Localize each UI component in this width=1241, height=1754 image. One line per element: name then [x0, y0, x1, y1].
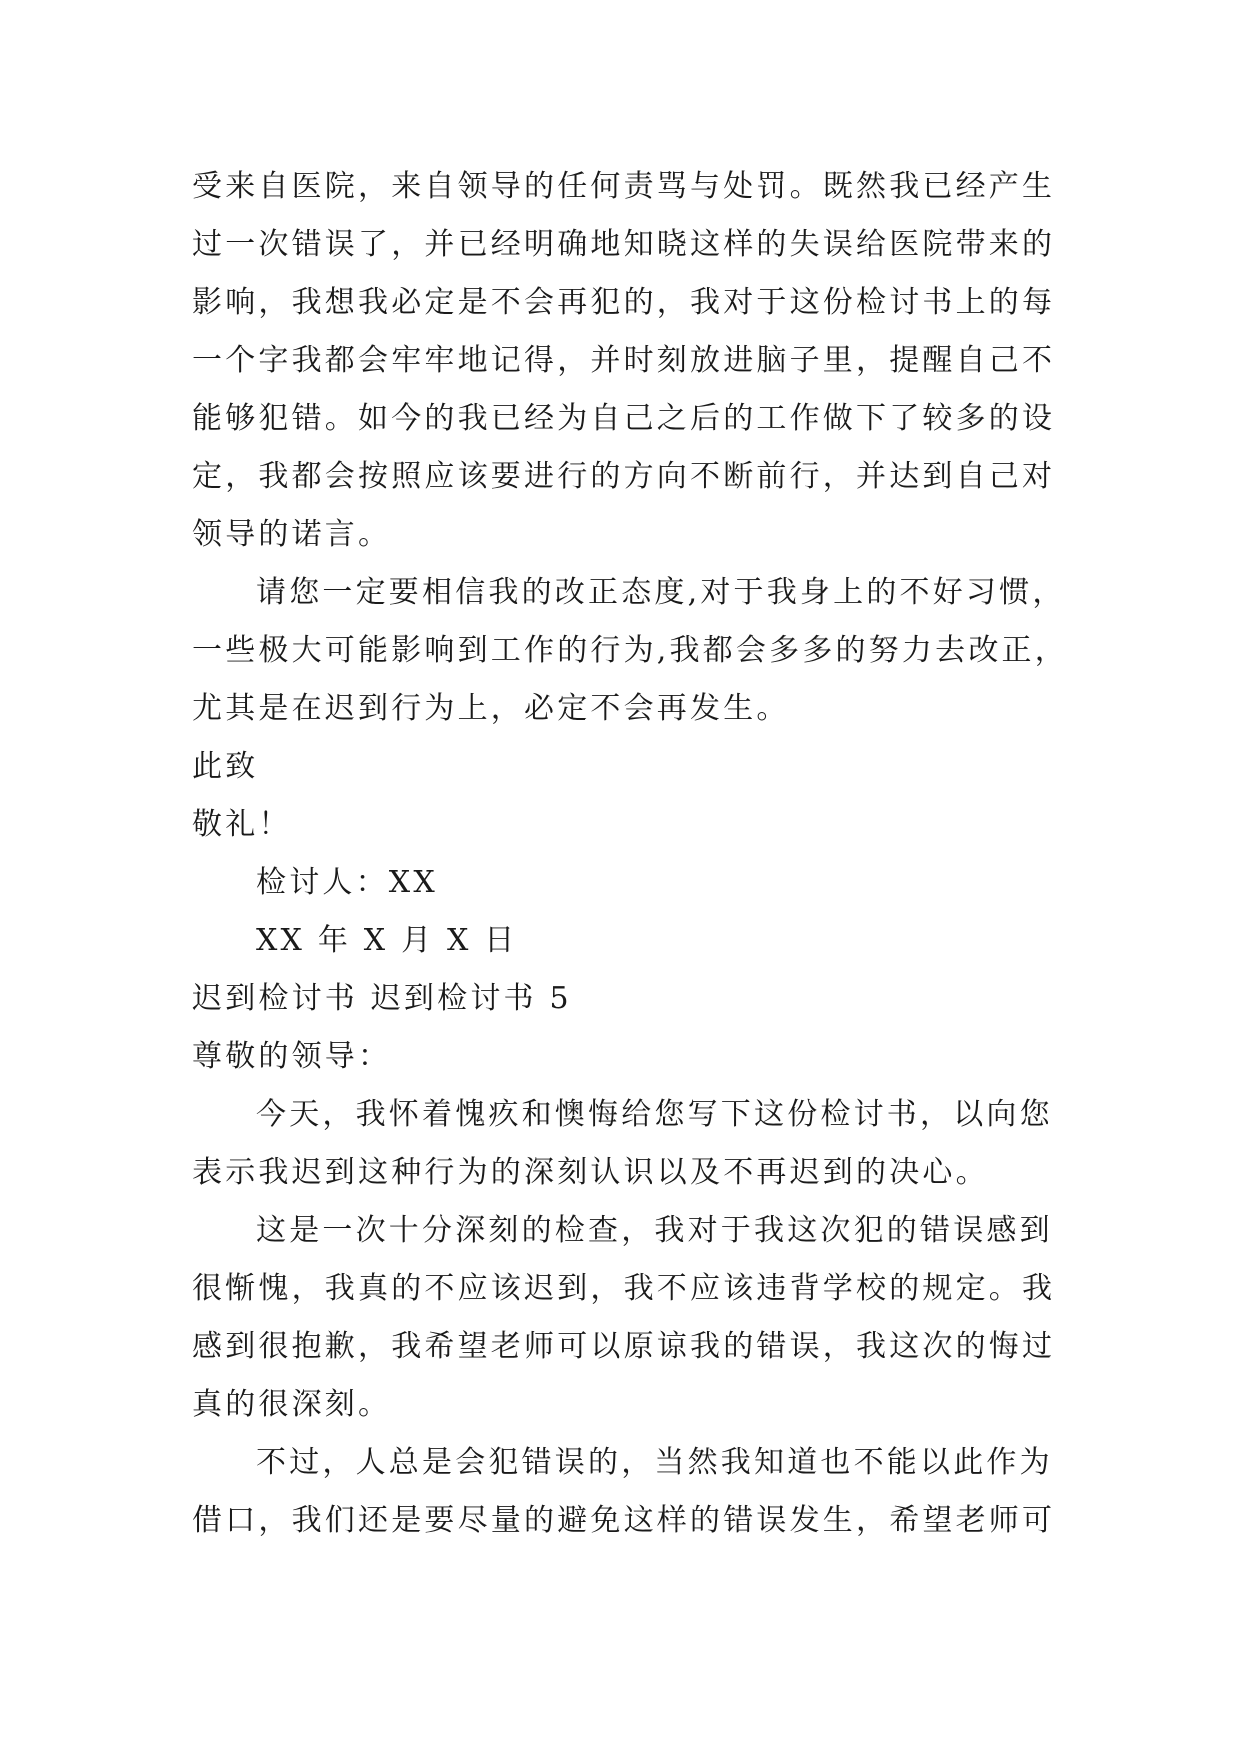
paragraph-first-line: 不过，人总是会犯错误的，当然我知道也不能以此作为 — [256, 1445, 1053, 1480]
text-line: 受来自医院，来自领导的任何责骂与处罚。既然我已经产生 — [192, 169, 1056, 204]
text-line: 尤其是在迟到行为上，必定不会再发生。 — [192, 691, 790, 726]
section-title: 迟到检讨书 迟到检讨书 5 — [192, 981, 572, 1016]
text-line: 领导的诺言。 — [192, 517, 392, 552]
signature-date: XX 年 X 月 X 日 — [256, 923, 518, 958]
paragraph-first-line: 今天，我怀着愧疚和懊悔给您写下这份检讨书，以向您 — [256, 1097, 1053, 1132]
text-line: 过一次错误了，并已经明确地知晓这样的失误给医院带来的 — [192, 227, 1056, 262]
text-line: 一个字我都会牢牢地记得，并时刻放进脑子里，提醒自己不 — [192, 343, 1056, 378]
closing-salutation: 此致 — [192, 749, 259, 784]
text-line: 借口，我们还是要尽量的避免这样的错误发生，希望老师可 — [192, 1503, 1056, 1538]
text-line: 表示我迟到这种行为的深刻认识以及不再迟到的决心。 — [192, 1155, 989, 1190]
text-line: 感到很抱歉，我希望老师可以原谅我的错误，我这次的悔过 — [192, 1329, 1056, 1364]
text-line: 很惭愧，我真的不应该迟到，我不应该违背学校的规定。我 — [192, 1271, 1056, 1306]
signature-name: 检讨人：XX — [256, 865, 438, 900]
text-line: 真的很深刻。 — [192, 1387, 392, 1422]
text-line: 一些极大可能影响到工作的行为,我都会多多的努力去改正， — [192, 633, 1068, 668]
closing-regards: 敬礼！ — [192, 807, 292, 842]
text-line: 影响，我想我必定是不会再犯的，我对于这份检讨书上的每 — [192, 285, 1056, 320]
document-body — [192, 158, 1068, 1550]
greeting: 尊敬的领导： — [192, 1039, 392, 1074]
paragraph-first-line: 请您一定要相信我的改正态度,对于我身上的不好习惯， — [256, 575, 1066, 610]
text-line: 定，我都会按照应该要进行的方向不断前行，并达到自己对 — [192, 459, 1056, 494]
text-line: 能够犯错。如今的我已经为自己之后的工作做下了较多的设 — [192, 401, 1056, 436]
paragraph-first-line: 这是一次十分深刻的检查，我对于我这次犯的错误感到 — [256, 1213, 1053, 1248]
